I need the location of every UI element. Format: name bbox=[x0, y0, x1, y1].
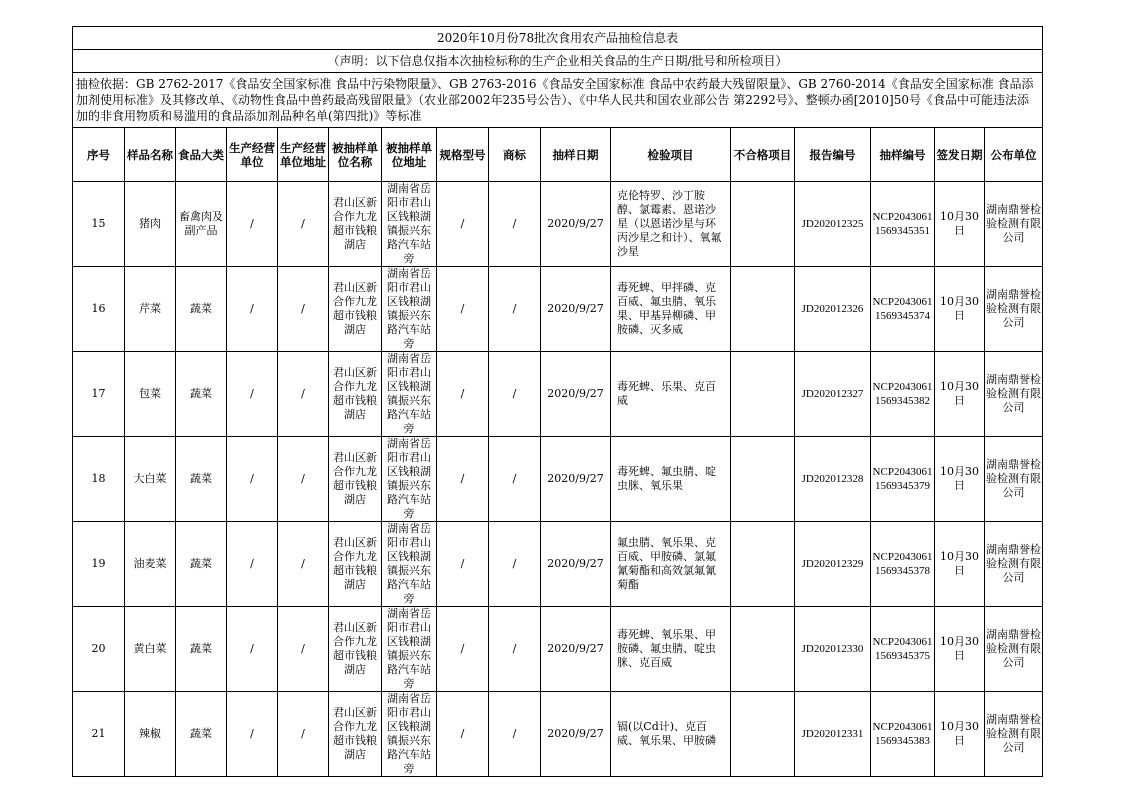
cell-sampled-unit: 君山区新合作九龙超市钱粮湖店 bbox=[329, 352, 382, 437]
table-row bbox=[73, 692, 1043, 777]
cell-sampled-addr: 湖南省岳阳市君山区钱粮湖镇振兴东路汽车站旁 bbox=[382, 437, 437, 522]
cell-sample-no: NCP20430611569345379 bbox=[871, 437, 935, 522]
cell-items: 镉(以Cd计)、克百威、氧乐果、甲胺磷 bbox=[611, 692, 731, 777]
cell-sampled-addr: 湖南省岳阳市君山区钱粮湖镇振兴东路汽车站旁 bbox=[382, 692, 437, 777]
cell-brand: / bbox=[489, 607, 541, 692]
cell-report-no: JD202012326 bbox=[795, 267, 871, 352]
cell-date: 2020/9/27 bbox=[541, 522, 611, 607]
cell-unqualified bbox=[731, 352, 795, 437]
col-header-producer-addr: 生产经营单位地址 bbox=[278, 128, 329, 182]
cell-category: 畜禽肉及副产品 bbox=[176, 182, 227, 267]
cell-sampled-unit: 君山区新合作九龙超市钱粮湖店 bbox=[329, 522, 382, 607]
cell-producer: / bbox=[227, 182, 278, 267]
cell-sampled-unit: 君山区新合作九龙超市钱粮湖店 bbox=[329, 692, 382, 777]
cell-items: 氟虫腈、氧乐果、克百威、甲胺磷、氯氟氰菊酯和高效氯氟氰菊酯 bbox=[611, 522, 731, 607]
cell-no: 20 bbox=[73, 607, 125, 692]
cell-publisher: 湖南鼎誉检验检测有限公司 bbox=[985, 352, 1043, 437]
cell-name: 油麦菜 bbox=[125, 522, 176, 607]
cell-brand: / bbox=[489, 267, 541, 352]
cell-date: 2020/9/27 bbox=[541, 267, 611, 352]
cell-issue-date: 10月30日 bbox=[935, 437, 985, 522]
table-row bbox=[73, 437, 1043, 522]
cell-date: 2020/9/27 bbox=[541, 607, 611, 692]
cell-report-no: JD202012328 bbox=[795, 437, 871, 522]
cell-producer-addr: / bbox=[278, 522, 329, 607]
cell-publisher: 湖南鼎誉检验检测有限公司 bbox=[985, 522, 1043, 607]
cell-producer-addr: / bbox=[278, 607, 329, 692]
col-header-category: 食品大类 bbox=[176, 128, 227, 182]
cell-issue-date: 10月30日 bbox=[935, 607, 985, 692]
cell-date: 2020/9/27 bbox=[541, 692, 611, 777]
cell-date: 2020/9/27 bbox=[541, 437, 611, 522]
cell-sampled-addr: 湖南省岳阳市君山区钱粮湖镇振兴东路汽车站旁 bbox=[382, 182, 437, 267]
cell-sampled-unit: 君山区新合作九龙超市钱粮湖店 bbox=[329, 607, 382, 692]
cell-unqualified bbox=[731, 437, 795, 522]
cell-publisher: 湖南鼎誉检验检测有限公司 bbox=[985, 182, 1043, 267]
inspection-basis: 抽检依据：GB 2762-2017《食品安全国家标准 食品中污染物限量》、GB 2763-2016《食品安全国家标准 食品中农药最大残留限量》、GB 2760-2014《食品安全国家标准 食品添加剂使用标准》及其修改单、《动物性食品中兽药最高残留限量》（农业部2002年235号公告）、《中华人民共和国农业部公告 第2292号》、整顿办函[2010]50号《食品中可能违法添加的非食用物质和易滥用的食品添加剂品种名单(第四批)》等标准 bbox=[73, 73, 1043, 128]
col-header-brand: 商标 bbox=[489, 128, 541, 182]
cell-sample-no: NCP20430611569345351 bbox=[871, 182, 935, 267]
cell-items: 毒死蜱、甲拌磷、克百威、氟虫腈、氧乐果、甲基异柳磷、甲胺磷、灭多威 bbox=[611, 267, 731, 352]
cell-producer: / bbox=[227, 607, 278, 692]
cell-producer-addr: / bbox=[278, 182, 329, 267]
cell-sample-no: NCP20430611569345374 bbox=[871, 267, 935, 352]
cell-report-no: JD202012330 bbox=[795, 607, 871, 692]
table-row bbox=[73, 267, 1043, 352]
cell-unqualified bbox=[731, 522, 795, 607]
cell-no: 19 bbox=[73, 522, 125, 607]
col-header-date: 抽样日期 bbox=[541, 128, 611, 182]
cell-brand: / bbox=[489, 182, 541, 267]
cell-producer: / bbox=[227, 692, 278, 777]
cell-category: 蔬菜 bbox=[176, 607, 227, 692]
cell-sample-no: NCP20430611569345383 bbox=[871, 692, 935, 777]
cell-sampled-addr: 湖南省岳阳市君山区钱粮湖镇振兴东路汽车站旁 bbox=[382, 522, 437, 607]
cell-no: 17 bbox=[73, 352, 125, 437]
cell-producer: / bbox=[227, 267, 278, 352]
cell-spec: / bbox=[437, 437, 489, 522]
table-row bbox=[73, 182, 1043, 267]
cell-sampled-addr: 湖南省岳阳市君山区钱粮湖镇振兴东路汽车站旁 bbox=[382, 267, 437, 352]
cell-brand: / bbox=[489, 437, 541, 522]
cell-name: 黄白菜 bbox=[125, 607, 176, 692]
cell-sample-no: NCP20430611569345375 bbox=[871, 607, 935, 692]
col-header-producer: 生产经营单位 bbox=[227, 128, 278, 182]
cell-publisher: 湖南鼎誉检验检测有限公司 bbox=[985, 437, 1043, 522]
cell-items: 毒死蜱、氧乐果、甲胺磷、氟虫腈、啶虫脒、克百威 bbox=[611, 607, 731, 692]
col-header-items: 检验项目 bbox=[611, 128, 731, 182]
cell-producer-addr: / bbox=[278, 692, 329, 777]
cell-producer: / bbox=[227, 437, 278, 522]
col-header-issue-date: 签发日期 bbox=[935, 128, 985, 182]
cell-no: 18 bbox=[73, 437, 125, 522]
table-row bbox=[73, 352, 1043, 437]
cell-spec: / bbox=[437, 182, 489, 267]
cell-items: 克伦特罗、沙丁胺醇、氯霉素、恩诺沙星（以恩诺沙星与环丙沙星之和计）、氧氟沙星 bbox=[611, 182, 731, 267]
col-header-spec: 规格型号 bbox=[437, 128, 489, 182]
col-header-no: 序号 bbox=[73, 128, 125, 182]
cell-category: 蔬菜 bbox=[176, 267, 227, 352]
cell-spec: / bbox=[437, 352, 489, 437]
col-header-publisher: 公布单位 bbox=[985, 128, 1043, 182]
cell-sampled-addr: 湖南省岳阳市君山区钱粮湖镇振兴东路汽车站旁 bbox=[382, 352, 437, 437]
col-header-unqualified: 不合格项目 bbox=[731, 128, 795, 182]
cell-report-no: JD202012329 bbox=[795, 522, 871, 607]
col-header-sample-no: 抽样编号 bbox=[871, 128, 935, 182]
cell-producer: / bbox=[227, 352, 278, 437]
cell-producer: / bbox=[227, 522, 278, 607]
table-row bbox=[73, 607, 1043, 692]
cell-items: 毒死蜱、乐果、克百威 bbox=[611, 352, 731, 437]
cell-issue-date: 10月30日 bbox=[935, 267, 985, 352]
table-title: 2020年10月份78批次食用农产品抽检信息表 bbox=[73, 27, 1043, 50]
cell-sampled-unit: 君山区新合作九龙超市钱粮湖店 bbox=[329, 437, 382, 522]
cell-unqualified bbox=[731, 607, 795, 692]
cell-no: 16 bbox=[73, 267, 125, 352]
cell-date: 2020/9/27 bbox=[541, 182, 611, 267]
cell-spec: / bbox=[437, 522, 489, 607]
cell-issue-date: 10月30日 bbox=[935, 692, 985, 777]
cell-category: 蔬菜 bbox=[176, 692, 227, 777]
cell-report-no: JD202012325 bbox=[795, 182, 871, 267]
cell-unqualified bbox=[731, 267, 795, 352]
cell-issue-date: 10月30日 bbox=[935, 352, 985, 437]
cell-spec: / bbox=[437, 692, 489, 777]
cell-publisher: 湖南鼎誉检验检测有限公司 bbox=[985, 692, 1043, 777]
cell-producer-addr: / bbox=[278, 267, 329, 352]
cell-name: 辣椒 bbox=[125, 692, 176, 777]
cell-no: 21 bbox=[73, 692, 125, 777]
cell-publisher: 湖南鼎誉检验检测有限公司 bbox=[985, 267, 1043, 352]
cell-sampled-unit: 君山区新合作九龙超市钱粮湖店 bbox=[329, 267, 382, 352]
cell-producer-addr: / bbox=[278, 437, 329, 522]
cell-spec: / bbox=[437, 607, 489, 692]
cell-sample-no: NCP20430611569345382 bbox=[871, 352, 935, 437]
col-header-sampled-unit: 被抽样单位名称 bbox=[329, 128, 382, 182]
cell-sampled-addr: 湖南省岳阳市君山区钱粮湖镇振兴东路汽车站旁 bbox=[382, 607, 437, 692]
header-row bbox=[73, 128, 1043, 182]
cell-name: 芹菜 bbox=[125, 267, 176, 352]
cell-report-no: JD202012327 bbox=[795, 352, 871, 437]
cell-publisher: 湖南鼎誉检验检测有限公司 bbox=[985, 607, 1043, 692]
cell-report-no: JD202012331 bbox=[795, 692, 871, 777]
cell-brand: / bbox=[489, 352, 541, 437]
col-header-sampled-addr: 被抽样单位地址 bbox=[382, 128, 437, 182]
cell-name: 猪肉 bbox=[125, 182, 176, 267]
table-notice: （声明：以下信息仅指本次抽检标称的生产企业相关食品的生产日期/批号和所检项目） bbox=[73, 50, 1043, 73]
cell-unqualified bbox=[731, 692, 795, 777]
cell-date: 2020/9/27 bbox=[541, 352, 611, 437]
col-header-report-no: 报告编号 bbox=[795, 128, 871, 182]
cell-category: 蔬菜 bbox=[176, 437, 227, 522]
cell-issue-date: 10月30日 bbox=[935, 182, 985, 267]
cell-name: 大白菜 bbox=[125, 437, 176, 522]
cell-spec: / bbox=[437, 267, 489, 352]
cell-category: 蔬菜 bbox=[176, 522, 227, 607]
cell-producer-addr: / bbox=[278, 352, 329, 437]
cell-category: 蔬菜 bbox=[176, 352, 227, 437]
cell-unqualified bbox=[731, 182, 795, 267]
cell-brand: / bbox=[489, 522, 541, 607]
cell-no: 15 bbox=[73, 182, 125, 267]
cell-issue-date: 10月30日 bbox=[935, 522, 985, 607]
table-row bbox=[73, 522, 1043, 607]
inspection-table bbox=[72, 26, 1043, 777]
col-header-name: 样品名称 bbox=[125, 128, 176, 182]
cell-items: 毒死蜱、氟虫腈、啶虫脒、氧乐果 bbox=[611, 437, 731, 522]
cell-brand: / bbox=[489, 692, 541, 777]
cell-name: 包菜 bbox=[125, 352, 176, 437]
cell-sampled-unit: 君山区新合作九龙超市钱粮湖店 bbox=[329, 182, 382, 267]
cell-sample-no: NCP20430611569345378 bbox=[871, 522, 935, 607]
